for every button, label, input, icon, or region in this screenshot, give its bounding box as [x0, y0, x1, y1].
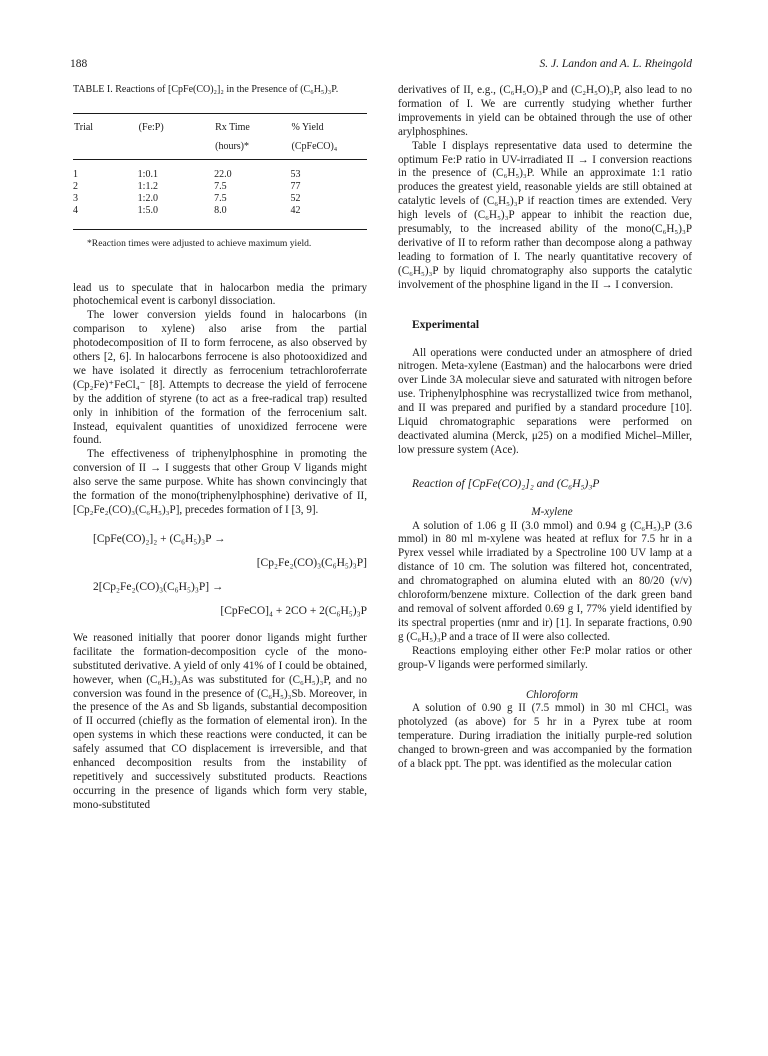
- equation-lhs: 2[Cp₂Fe₂(CO)₃(C₆H₅)₃P] →: [93, 580, 224, 593]
- table-header-fe-p-sub: [138, 140, 214, 160]
- table-cell: 3: [73, 192, 78, 204]
- table-cell: 1:0.1: [137, 168, 158, 180]
- equation-rhs: [CpFeCO]₄ + 2CO + 2(C₆H₅)₃P: [220, 604, 367, 617]
- body-paragraph: We reasoned initially that poorer donor ligands might further facilitate the formation-decomposition cycle of the mono-substituted derivative. A yield of only 41% of I could be obtained, however, when (C₆H₅)₃As was substituted for (C₆H₅)₃P, and no conversion was found in the presence of (C₆H₅)₃Sb. Moreover, in the presence of the As and Sb ligands, substantial decomposition of II occurred (chiefly as the formation of elemental iron). In the open systems in which these reactions were conducted, it can be safely assumed that CO displacement is irreversible, and that enhanced decomposition results from the instability of repetitively and successively substituted products. Reactions occurring in the presence of ligands which form very stable, mono-substituted: [73, 631, 367, 811]
- subsubsection-heading-chloroform: Chloroform: [526, 688, 578, 701]
- table-cell: 22.0: [214, 168, 232, 180]
- table-cell: 7.5: [214, 180, 227, 192]
- table-caption: TABLE I. Reactions of [CpFe(CO)₂]₂ in the Presence of (C₆H₅)₃P.: [73, 84, 339, 95]
- body-paragraph: A solution of 1.06 g II (3.0 mmol) and 0.94 g (C₆H₅)₃P (3.6 mmol) in 80 ml m-xylene was heated at reflux for 7.5 hr in a Pyrex vessel while irradiated by a Spectroline 100 UV lamp at a distance of 10 cm. The solution was filtered hot, concentrated, and chromatographed on alumina eluted with an 80/20 (v/v) chloroform/benzene mixture. Collection of the dark green band and removal of solvent afforded 0.69 g I, 77% yield identified by its spectral properties (nmr and ir) [1]. In separate fractions, 0.90 g (C₆H₅)₃P and a trace of II were also collected.: [398, 519, 692, 643]
- table-row: [73, 193, 367, 205]
- equation-lhs: [CpFe(CO)₂]₂ + (C₆H₅)₃P →: [93, 532, 226, 545]
- reaction-equation-2: [73, 580, 367, 618]
- section-heading-experimental: Experimental: [412, 318, 480, 331]
- table-header-trial: Trial: [73, 113, 138, 140]
- table-cell: 1:2.0: [137, 192, 158, 204]
- table-cell: 4: [73, 205, 138, 230]
- table-header-rx-time: Rx Time: [214, 113, 290, 140]
- left-column: [73, 84, 367, 813]
- table-header-yield: % Yield: [291, 113, 367, 140]
- table-cell: 2: [73, 180, 78, 192]
- body-paragraph: The effectiveness of triphenylphosphine in promoting the conversion of II → I suggests that other Group V ligands might also serve the same purpose. White has shown convincingly that the formation of the mono(triphenylphosphine) derivative of II, [Cp₂Fe₂(CO)₃(C₆H₅)₃P], precedes formation of I [3, 9].: [73, 448, 367, 516]
- body-paragraph: All operations were conducted under an atmosphere of dried nitrogen. Meta-xylene (Eastman) and the halocarbons were dried over Linde 3A molecular sieve and saturated with nitrogen before use. Triphenylphosphine was recrystallized twice from methanol, and II was prepared and purified by a standard procedure [10]. Liquid chromatographic separations were performed on deactivated alumina (Merck, μ25) on a modified Michel–Miller, low pressure system (Ace).: [398, 346, 692, 456]
- table-footnote: *Reaction times were adjusted to achieve maximum yield.: [87, 237, 312, 249]
- table-header-fe-p: (Fe:P): [138, 113, 214, 140]
- right-column: [398, 84, 692, 772]
- table-header-trial-sub: [73, 140, 138, 160]
- table-cell: 1:5.0: [138, 205, 214, 230]
- body-paragraph: Reactions employing either other Fe:P molar ratios or other group-V ligands were performed similarly.: [398, 644, 692, 671]
- table-cell: 52: [290, 192, 301, 204]
- table-row: [73, 159, 367, 181]
- body-paragraph: The lower conversion yields found in halocarbons (in comparison to xylene) also arise from the partial photodecomposition of II to form ferrocene, as also observed by others [2, 6]. In halocarbons ferrocene is also photooxidized and we have isolated it directly as ferrocenium tetrachloroferrate (Cp₂Fe)⁺FeCl₄⁻ [8]. Attempts to decrease the yield of ferrocene by the addition of styrene (to act as a free-radical trap) resulted only in inhibition of the formation of the ferrocenium salt. Instead, equivalent quantities of unoxidized ferrocene were found.: [73, 309, 367, 447]
- subsubsection-heading-mxylene: M-xylene: [531, 505, 573, 518]
- table-cell: 53: [290, 168, 301, 180]
- body-paragraph: derivatives of II, e.g., (C₆H₅O)₃P and (C₂H₅O)₃P, also lead to no formation of I. We are currently studying whether further improvements in yield can be obtained through the use of other arylphosphines.: [398, 84, 692, 138]
- table-row: [73, 205, 367, 230]
- page-number: 188: [70, 58, 88, 70]
- body-paragraph: lead us to speculate that in halocarbon media the primary photochemical event is carbonyl dissociation.: [73, 281, 367, 308]
- body-paragraph: Table I displays representative data used to determine the optimum Fe:P ratio in UV-irradiated II → I conversion reactions in the presence of (C₆H₅)₃P. While an approximate 1:1 ratio produces the greatest yield, reasonable yields are still obtained at catalytic levels of (C₆H₅)₃P if reaction times are extended. Very high levels of (C₆H₅)₃P appear to inhibit the reaction due, presumably, to the increased ability of the mono(C₆H₅)₃P derivative of II to reform rather than decompose along a pathway leading to formation of I. The nearly quantitative recovery of (C₆H₅)₃P by liquid chromatography also supports the catalytic involvement of the phosphine ligand in the II → I conversion.: [398, 139, 692, 291]
- table-cell: 1:1.2: [137, 180, 158, 192]
- table-row: [73, 181, 367, 193]
- table-cell: 1: [73, 168, 78, 180]
- table-cell: 77: [290, 180, 301, 192]
- body-paragraph: A solution of 0.90 g II (7.5 mmol) in 30 ml CHCl₃ was photolyzed (as above) for 5 hr in a Pyrex tube at room temperature. During irradiation the initially purple-red solution changed to brown-green and was accompanied by the formation of a black ppt. The ppt. was identified as the molecular cation: [398, 702, 692, 771]
- table-header-rx-time-unit: (hours)*: [214, 140, 290, 160]
- reaction-equation-1: [73, 532, 367, 570]
- equation-rhs: [Cp₂Fe₂(CO)₃(C₆H₅)₃P]: [256, 556, 367, 569]
- running-header-authors: S. J. Landon and A. L. Rheingold: [539, 58, 692, 70]
- table-cell: 42: [291, 205, 367, 230]
- table-cell: 7.5: [214, 192, 227, 204]
- table-cell: 8.0: [214, 205, 290, 230]
- subsection-heading-reaction: Reaction of [CpFe(CO)₂]₂ and (C₆H₅)₃P: [412, 477, 600, 490]
- reactions-table: [73, 113, 367, 230]
- table-header-yield-unit: (CpFeCO)₄: [291, 140, 367, 160]
